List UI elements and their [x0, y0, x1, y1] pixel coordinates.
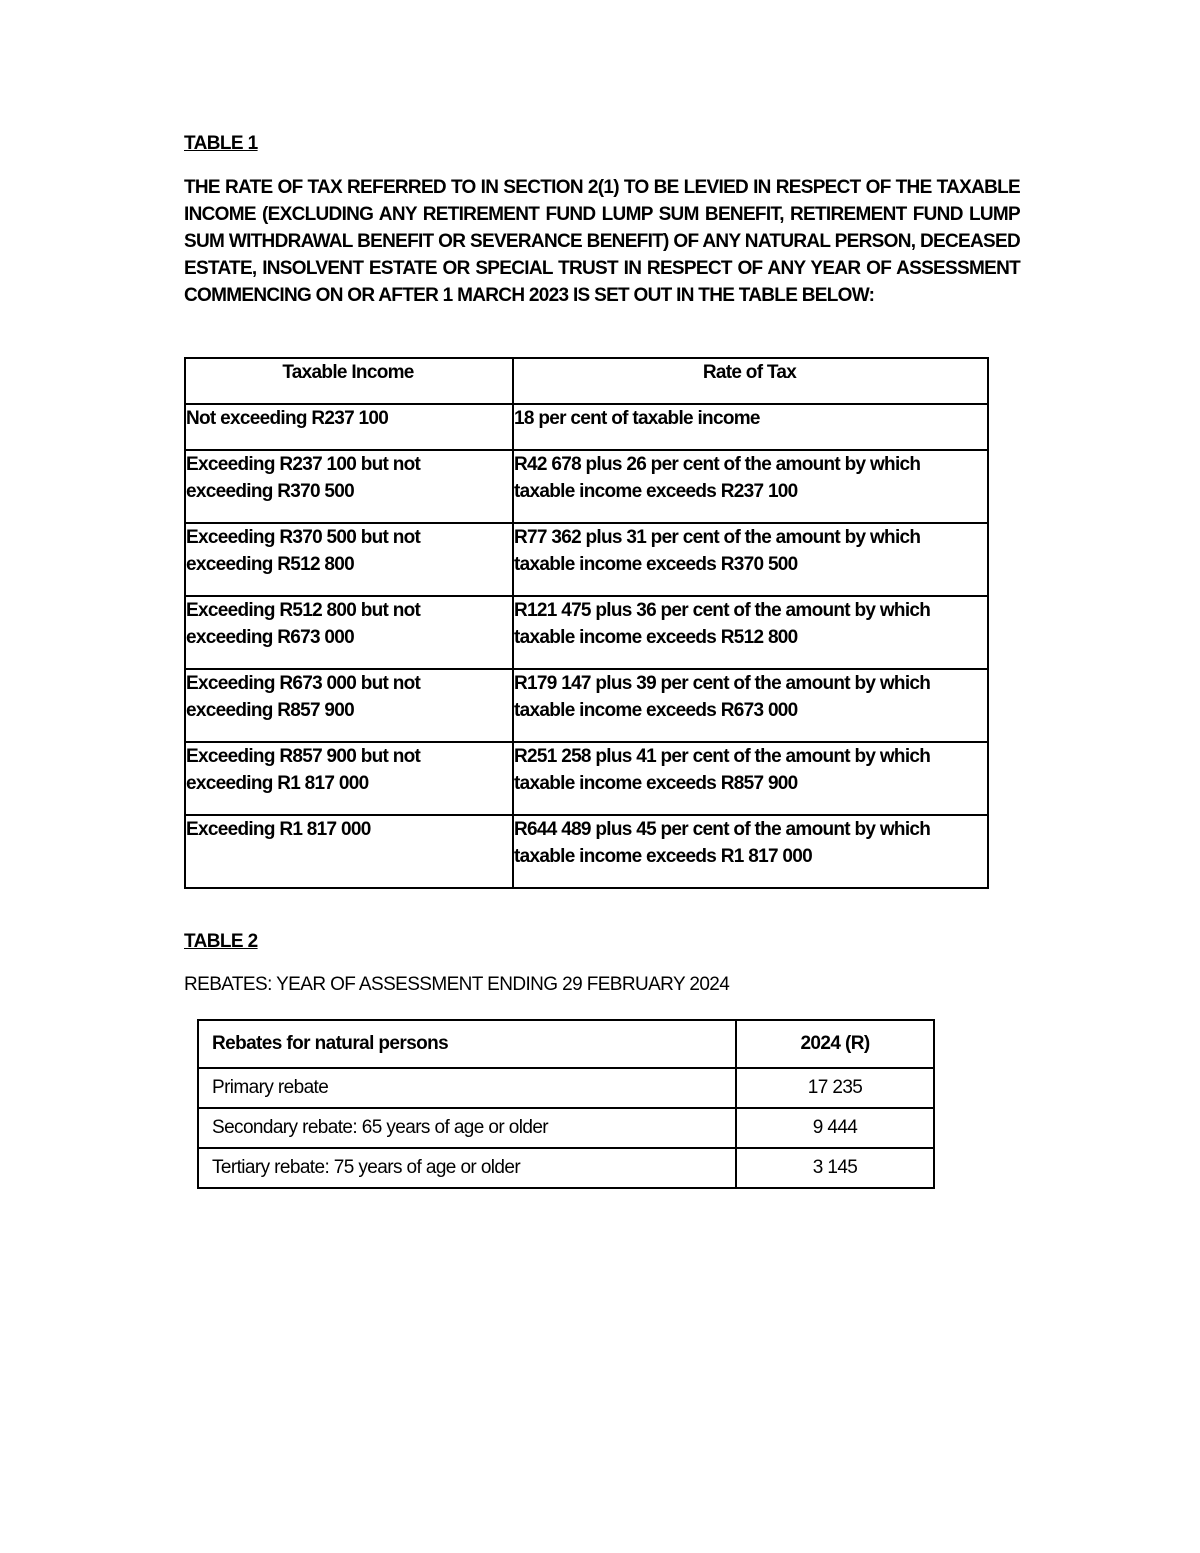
rate-of-tax-cell: 18 per cent of taxable income [513, 404, 988, 450]
taxable-income-cell: Exceeding R512 800 but not exceeding R673 000 [185, 596, 513, 669]
rebates-header-row [198, 1020, 934, 1068]
table-row [185, 523, 988, 596]
rebate-value-cell: 17 235 [736, 1068, 934, 1108]
column-header-year: 2024 (R) [736, 1020, 934, 1068]
rate-of-tax-cell: R644 489 plus 45 per cent of the amount by which taxable income exceeds R1 817 000 [513, 815, 988, 888]
rebate-value-cell: 9 444 [736, 1108, 934, 1148]
rebates-table [197, 1019, 935, 1189]
rebate-label-cell: Primary rebate [198, 1068, 736, 1108]
table1-heading: TABLE 1 [184, 133, 258, 154]
column-header-rebates: Rebates for natural persons [198, 1020, 736, 1068]
document-page [184, 130, 1020, 1178]
rate-of-tax-cell: R42 678 plus 26 per cent of the amount by which taxable income exceeds R237 100 [513, 450, 988, 523]
taxable-income-cell: Exceeding R857 900 but not exceeding R1 817 000 [185, 742, 513, 815]
table-row [198, 1068, 934, 1108]
taxable-income-cell: Exceeding R673 000 but not exceeding R857 900 [185, 669, 513, 742]
table-row [185, 404, 988, 450]
rate-of-tax-cell: R121 475 plus 36 per cent of the amount by which taxable income exceeds R512 800 [513, 596, 988, 669]
table2-heading: TABLE 2 [184, 931, 258, 952]
table-row [185, 815, 988, 888]
column-header-taxable-income: Taxable Income [185, 358, 513, 404]
rebate-label-cell: Tertiary rebate: 75 years of age or older [198, 1148, 736, 1188]
taxable-income-cell: Exceeding R370 500 but not exceeding R512 800 [185, 523, 513, 596]
rate-of-tax-cell: R77 362 plus 31 per cent of the amount by which taxable income exceeds R370 500 [513, 523, 988, 596]
rebate-value-cell: 3 145 [736, 1148, 934, 1188]
rate-of-tax-cell: R179 147 plus 39 per cent of the amount by which taxable income exceeds R673 000 [513, 669, 988, 742]
table-row [185, 742, 988, 815]
table-row [198, 1108, 934, 1148]
table-row [185, 669, 988, 742]
table2-subtitle: REBATES: YEAR OF ASSESSMENT ENDING 29 FEBRUARY 2024 [184, 974, 730, 995]
taxable-income-cell: Exceeding R237 100 but not exceeding R370 500 [185, 450, 513, 523]
table-row [185, 450, 988, 523]
taxable-income-cell: Exceeding R1 817 000 [185, 815, 513, 888]
table-row [198, 1148, 934, 1188]
table-row [185, 596, 988, 669]
rebate-label-cell: Secondary rebate: 65 years of age or older [198, 1108, 736, 1148]
column-header-rate-of-tax: Rate of Tax [513, 358, 988, 404]
table1-intro: THE RATE OF TAX REFERRED TO IN SECTION 2(1) TO BE LEVIED IN RESPECT OF THE TAXABLE INCOME (EXCLUDING ANY RETIREMENT FUND LUMP SUM BENEFIT, RETIREMENT FUND LUMP SUM WITHDRAWAL BENEFIT OR SEVERANCE BENEFIT) OF ANY NATURAL PERSON, DECEASED ESTATE, INSOLVENT ESTATE OR SPECIAL TRUST IN RESPECT OF ANY YEAR OF ASSESSMENT COMMENCING ON OR AFTER 1 MARCH 2023 IS SET OUT IN THE TABLE BELOW: [184, 177, 1020, 306]
taxable-income-cell: Not exceeding R237 100 [185, 404, 513, 450]
tax-rates-table [184, 357, 989, 889]
rate-of-tax-cell: R251 258 plus 41 per cent of the amount by which taxable income exceeds R857 900 [513, 742, 988, 815]
tax-rates-header-row [185, 358, 988, 404]
